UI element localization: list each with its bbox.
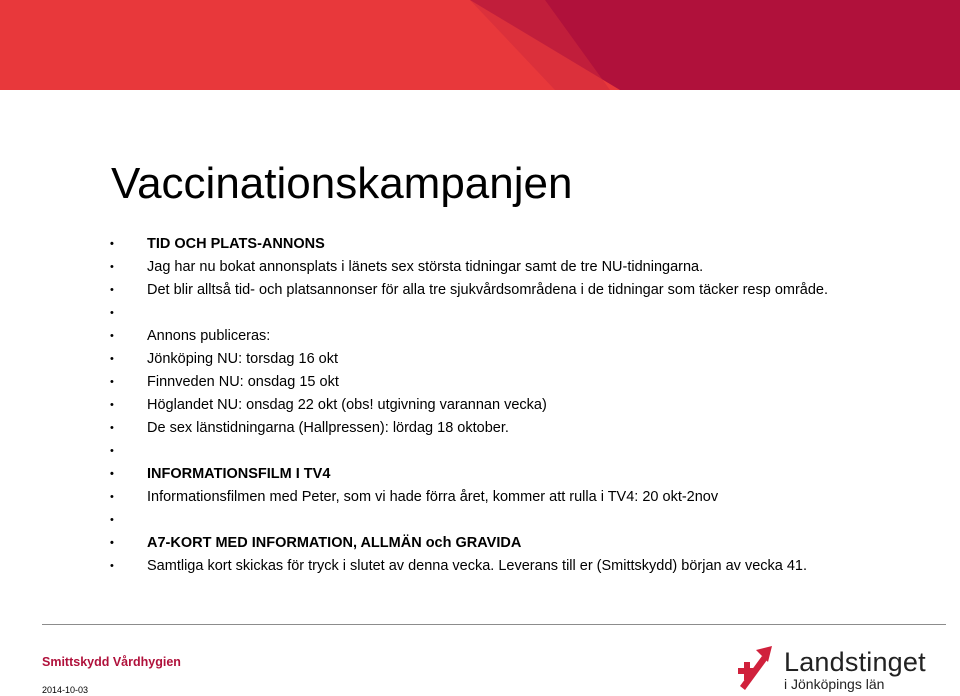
bullet-list [110, 234, 860, 579]
top-banner [0, 0, 960, 90]
bullet-dot-icon: • [110, 238, 114, 250]
cross-arrow-logo-icon [736, 646, 780, 692]
slide-title: Vaccinationskampanjen [111, 159, 573, 208]
bullet-dot-icon: • [110, 376, 114, 388]
bullet-text: Annons publiceras: [147, 328, 271, 344]
bullet-text: Finnveden NU: onsdag 15 okt [147, 374, 339, 390]
bullet-dot-icon: • [110, 284, 114, 296]
bullet-item [110, 372, 860, 392]
bullet-text: A7-KORT MED INFORMATION, ALLMÄN och GRAVIDA [147, 535, 522, 551]
bullet-dot-icon: • [110, 537, 114, 549]
footer-date: 2014-10-03 [42, 685, 89, 695]
bullet-dot-icon: • [110, 491, 114, 503]
bullet-item [110, 510, 860, 530]
bullet-dot-icon: • [110, 560, 114, 572]
bullet-text: De sex länstidningarna (Hallpressen): lördag 18 oktober. [147, 420, 509, 436]
bullet-item [110, 395, 860, 415]
bullet-text: INFORMATIONSFILM I TV4 [147, 466, 331, 482]
bullet-text: Jönköping NU: torsdag 16 okt [147, 351, 339, 367]
bullet-item [110, 464, 860, 484]
banner-graphic [0, 0, 960, 90]
bullet-text: Jag har nu bokat annonsplats i länets sex största tidningar samt de tre NU-tidningarna. [147, 259, 704, 275]
bullet-item [110, 349, 860, 369]
bullet-item [110, 326, 860, 346]
bullet-text: Informationsfilmen med Peter, som vi hade förra året, kommer att rulla i TV4: 20 okt-2nov [147, 489, 719, 505]
bullet-dot-icon: • [110, 514, 114, 526]
footer-organization: Smittskydd Vårdhygien [42, 655, 181, 669]
bullet-item [110, 257, 860, 277]
bullet-dot-icon: • [110, 422, 114, 434]
bullet-item [110, 487, 860, 507]
bullet-text: TID OCH PLATS-ANNONS [147, 236, 325, 252]
bullet-item [110, 533, 860, 553]
bullet-dot-icon: • [110, 399, 114, 411]
bullet-item [110, 441, 860, 461]
bullet-dot-icon: • [110, 261, 114, 273]
bullet-item [110, 418, 860, 438]
logo-subtitle: i Jönköpings län [784, 676, 885, 692]
landstinget-logo [736, 646, 926, 694]
bullet-item [110, 303, 860, 323]
bullet-dot-icon: • [110, 468, 114, 480]
bullet-text: Samtliga kort skickas för tryck i slutet av denna vecka. Leverans till er (Smittskydd) början av vecka 41. [147, 558, 808, 574]
bullet-item [110, 280, 860, 300]
logo-name: Landstinget [784, 647, 926, 677]
bullet-item [110, 234, 860, 254]
footer-divider [42, 624, 946, 625]
bullet-dot-icon: • [110, 330, 114, 342]
bullet-dot-icon: • [110, 353, 114, 365]
bullet-text: Det blir alltså tid- och platsannonser för alla tre sjukvårdsområdena i de tidningar som täcker resp område. [147, 282, 829, 298]
bullet-text: Höglandet NU: onsdag 22 okt (obs! utgivning varannan vecka) [147, 397, 547, 413]
bullet-item [110, 556, 860, 576]
bullet-dot-icon: • [110, 307, 114, 319]
bullet-dot-icon: • [110, 445, 114, 457]
